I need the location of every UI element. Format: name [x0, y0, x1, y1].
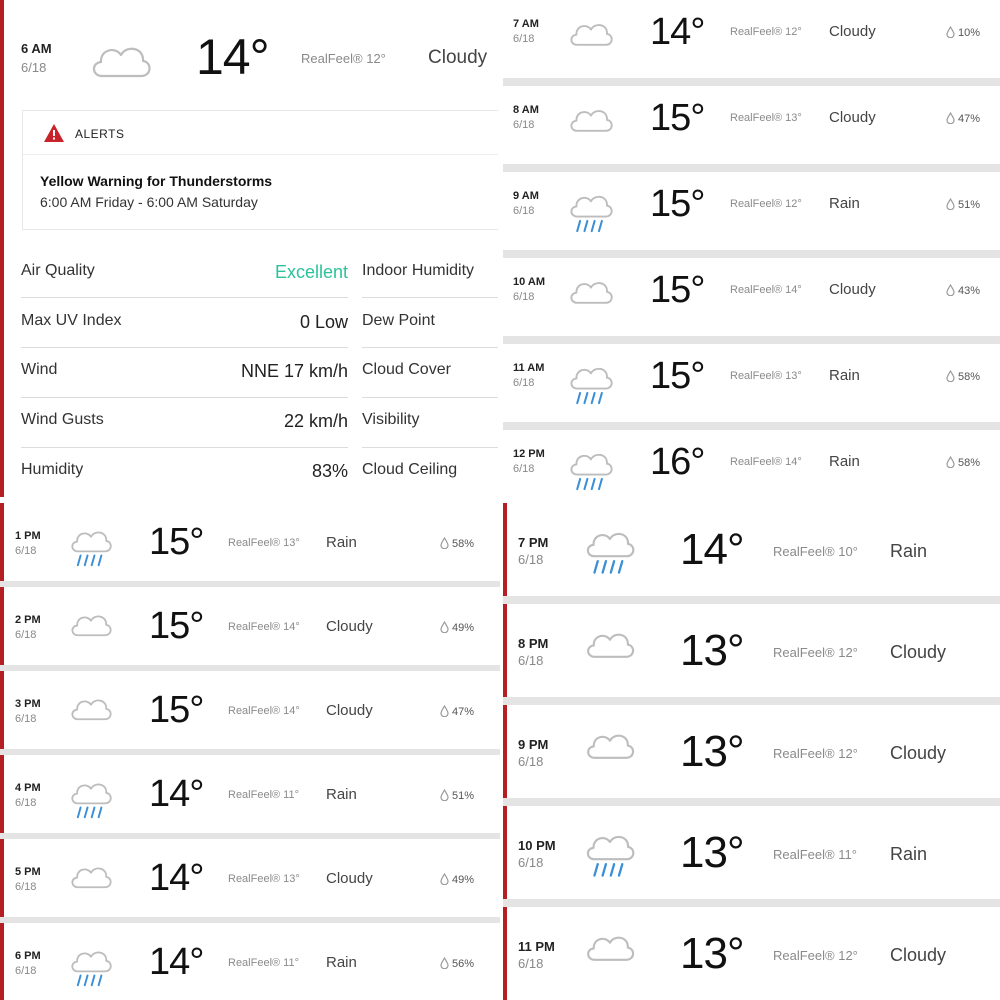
row-accent-bar: [503, 604, 507, 697]
warning-icon: [43, 123, 65, 148]
hour-label: 4 PM: [15, 782, 41, 794]
realfeel: RealFeel® 12°: [773, 948, 858, 963]
precipitation: [440, 957, 474, 972]
hourly-row[interactable]: [0, 923, 500, 1000]
detail-value: 0 Low: [299, 312, 348, 332]
precip-value: 47%: [452, 706, 475, 718]
precipitation: [946, 284, 980, 299]
raindrop-icon: [440, 873, 449, 888]
row-accent-bar: [503, 705, 507, 798]
temperature: 13°: [680, 828, 744, 877]
hour-label: 9 PM: [518, 737, 549, 752]
hour-label: 10 PM: [518, 838, 556, 853]
hour-label: 8 PM: [518, 636, 549, 651]
detail-row-humidity: [21, 448, 348, 497]
precipitation: [440, 789, 474, 804]
hour-label: 1 PM: [15, 530, 41, 542]
precipitation: [440, 705, 474, 720]
realfeel: RealFeel® 14°: [730, 456, 802, 468]
precipitation: [946, 112, 980, 127]
precip-value: 49%: [452, 874, 475, 886]
rain-cloud-icon: [583, 525, 637, 581]
hourly-row[interactable]: [503, 503, 1000, 596]
date-label: 6/18: [518, 653, 544, 668]
date-label: 6/18: [15, 545, 37, 557]
divider: [362, 297, 498, 298]
phrase: Cloudy: [326, 870, 373, 887]
hourly-row[interactable]: [0, 587, 500, 665]
precip-value: 58%: [452, 538, 475, 550]
hourly-row[interactable]: [0, 671, 500, 749]
temperature: 15°: [650, 355, 705, 397]
phrase: Cloudy: [428, 47, 488, 68]
phrase: Cloudy: [829, 23, 876, 40]
temperature: 15°: [149, 689, 204, 731]
realfeel: RealFeel® 14°: [730, 284, 802, 296]
phrase: Cloudy: [326, 702, 373, 719]
row-accent-bar: [0, 923, 4, 1000]
row-separator: [503, 899, 1000, 907]
phrase: Rain: [829, 367, 860, 384]
detail-label-cloud-cover: Cloud Cover: [362, 361, 451, 378]
date-label: 6/18: [513, 33, 535, 45]
precip-value: 49%: [452, 622, 475, 634]
temperature: 14°: [149, 857, 204, 899]
date-label: 6/18: [518, 855, 544, 870]
date-label: 6/18: [513, 291, 535, 303]
detail-row-air-quality: [21, 248, 348, 298]
realfeel: RealFeel® 11°: [228, 789, 300, 801]
precip-value: 58%: [958, 371, 981, 383]
precipitation: [946, 198, 980, 213]
raindrop-icon: [946, 26, 955, 41]
detail-label-indoor-humidity: Indoor Humidity: [362, 262, 475, 279]
rain-cloud-icon: [567, 189, 615, 239]
date-label: 6/18: [21, 60, 47, 75]
date-label: 6/18: [513, 463, 535, 475]
phrase: Cloudy: [326, 618, 373, 635]
hourly-card-expanded[interactable]: [0, 0, 500, 497]
temperature: 14°: [650, 11, 705, 53]
date-label: 6/18: [513, 205, 535, 217]
precip-value: 47%: [958, 113, 981, 125]
cloud-icon: [583, 727, 637, 766]
detail-label-dew-point: Dew Point: [362, 312, 435, 329]
phrase: Cloudy: [890, 642, 947, 662]
raindrop-icon: [440, 705, 449, 720]
detail-label: Max UV Index: [21, 312, 122, 329]
raindrop-icon: [946, 284, 955, 299]
cloud-icon: [88, 38, 154, 85]
hour-label: 5 PM: [15, 866, 41, 878]
temperature: 15°: [149, 521, 204, 563]
precipitation: [946, 370, 980, 385]
phrase: Rain: [326, 954, 357, 971]
raindrop-icon: [440, 621, 449, 636]
row-accent-bar: [0, 587, 4, 665]
hour-label: 12 PM: [513, 448, 545, 460]
hourly-row[interactable]: [0, 503, 500, 581]
raindrop-icon: [440, 537, 449, 552]
hour-label: 10 AM: [513, 276, 545, 288]
hourly-row[interactable]: [0, 755, 500, 833]
detail-value: 83%: [311, 461, 348, 481]
precipitation: [946, 26, 980, 41]
detail-row-uv-index: [21, 298, 348, 348]
realfeel: RealFeel® 11°: [228, 957, 300, 969]
phrase: Rain: [326, 786, 357, 803]
row-accent-bar: [503, 907, 507, 1000]
realfeel: RealFeel® 13°: [730, 370, 802, 382]
cloud-icon: [567, 17, 615, 53]
hourly-row[interactable]: [503, 0, 1000, 78]
hourly-row[interactable]: [503, 344, 1000, 422]
phrase: Rain: [326, 534, 357, 551]
row-accent-bar: [0, 671, 4, 749]
date-label: 6/18: [15, 713, 37, 725]
date-label: 6/18: [518, 956, 544, 971]
divider: [362, 397, 498, 398]
realfeel: RealFeel® 13°: [228, 537, 300, 549]
date-label: 6/18: [513, 119, 535, 131]
hourly-row[interactable]: [503, 172, 1000, 250]
detail-row-wind: [21, 348, 348, 398]
date-label: 6/18: [518, 754, 544, 769]
cloud-icon: [68, 861, 114, 895]
hourly-row[interactable]: [503, 258, 1000, 336]
realfeel: RealFeel® 12°: [773, 746, 858, 761]
temperature: 13°: [680, 626, 744, 675]
precipitation: [440, 537, 474, 552]
realfeel: RealFeel® 12°: [301, 51, 386, 66]
row-accent-bar: [503, 503, 507, 596]
raindrop-icon: [440, 789, 449, 804]
alerts-panel[interactable]: [22, 110, 498, 230]
cloud-icon: [583, 929, 637, 968]
temperature: 13°: [680, 727, 744, 776]
temperature: 16°: [650, 441, 705, 483]
detail-value: NNE 17 km/h: [240, 361, 348, 381]
row-separator: [503, 697, 1000, 705]
date-label: 6/18: [15, 881, 37, 893]
alerts-header: [23, 111, 498, 155]
detail-value: 22 km/h: [283, 411, 348, 431]
cloud-icon: [567, 275, 615, 311]
temperature: 15°: [650, 183, 705, 225]
phrase: Cloudy: [829, 109, 876, 126]
row-separator: [503, 596, 1000, 604]
realfeel: RealFeel® 13°: [730, 112, 802, 124]
hourly-row[interactable]: [0, 839, 500, 917]
detail-label-visibility: Visibility: [362, 411, 420, 428]
raindrop-icon: [946, 370, 955, 385]
temperature: 15°: [650, 269, 705, 311]
hour-label: 3 PM: [15, 698, 41, 710]
cloud-icon: [68, 693, 114, 727]
hour-label: 6 AM: [21, 41, 52, 56]
date-label: 6/18: [15, 965, 37, 977]
precip-value: 58%: [958, 457, 981, 469]
hour-label: 7 AM: [513, 18, 539, 30]
hourly-list-afternoon: [0, 503, 500, 1000]
hourly-list-evening: [503, 503, 1000, 1000]
hourly-row[interactable]: [503, 604, 1000, 697]
row-separator: [503, 336, 1000, 344]
cloud-icon: [583, 626, 637, 665]
precipitation: [946, 456, 980, 471]
raindrop-icon: [946, 198, 955, 213]
phrase: Rain: [890, 541, 928, 561]
temperature: 13°: [680, 929, 744, 978]
raindrop-icon: [946, 456, 955, 471]
rain-cloud-icon: [68, 777, 114, 825]
row-accent-bar: [503, 806, 507, 899]
detail-label: Wind Gusts: [21, 411, 104, 428]
row-separator: [503, 164, 1000, 172]
phrase: Rain: [829, 195, 860, 212]
phrase: Rain: [829, 453, 860, 470]
alert-warning-link[interactable]: Yellow Warning for Thunderstorms: [40, 173, 273, 189]
hour-label: 2 PM: [15, 614, 41, 626]
cloud-icon: [68, 609, 114, 643]
realfeel: RealFeel® 10°: [773, 544, 858, 559]
hour-label: 8 AM: [513, 104, 539, 116]
raindrop-icon: [440, 957, 449, 972]
row-accent-bar: [0, 503, 4, 581]
row-separator: [503, 250, 1000, 258]
realfeel: RealFeel® 11°: [773, 847, 857, 862]
phrase: Cloudy: [829, 281, 876, 298]
realfeel: RealFeel® 12°: [730, 198, 802, 210]
realfeel: RealFeel® 12°: [773, 645, 858, 660]
rain-cloud-icon: [68, 525, 114, 573]
realfeel: RealFeel® 12°: [730, 26, 802, 38]
precip-value: 56%: [452, 958, 475, 970]
row-separator: [503, 422, 1000, 430]
card-accent-bar: [0, 0, 4, 497]
hourly-row[interactable]: [503, 907, 1000, 1000]
hour-label: 11 AM: [513, 362, 545, 374]
temperature: 14°: [149, 773, 204, 815]
detail-row-wind-gusts: [21, 398, 348, 448]
rain-cloud-icon: [68, 945, 114, 993]
alerts-title: ALERTS: [75, 127, 125, 141]
divider: [362, 447, 498, 448]
temperature: 14°: [196, 29, 269, 85]
rain-cloud-icon: [583, 828, 637, 884]
detail-value: Excellent: [274, 262, 348, 282]
detail-label: Wind: [21, 361, 58, 378]
phrase: Rain: [890, 844, 928, 864]
detail-label: Air Quality: [21, 262, 95, 279]
detail-label-cloud-ceiling: Cloud Ceiling: [362, 461, 458, 478]
rain-cloud-icon: [567, 447, 615, 497]
date-label: 6/18: [15, 629, 37, 641]
precip-value: 43%: [958, 285, 981, 297]
divider: [362, 347, 498, 348]
temperature: 14°: [680, 525, 744, 574]
hourly-list-morning: [503, 0, 1000, 497]
realfeel: RealFeel® 13°: [228, 873, 300, 885]
row-accent-bar: [0, 755, 4, 833]
realfeel: RealFeel® 14°: [228, 705, 300, 717]
precipitation: [440, 621, 474, 636]
row-separator: [503, 798, 1000, 806]
hourly-row[interactable]: [503, 86, 1000, 164]
hourly-row[interactable]: [503, 430, 1000, 497]
hour-label: 6 PM: [15, 950, 41, 962]
raindrop-icon: [946, 112, 955, 127]
hourly-row[interactable]: [503, 806, 1000, 899]
precip-value: 51%: [452, 790, 475, 802]
hour-label: 11 PM: [518, 939, 555, 954]
row-accent-bar: [0, 839, 4, 917]
cloud-icon: [567, 103, 615, 139]
hourly-row[interactable]: [503, 705, 1000, 798]
row-separator: [503, 78, 1000, 86]
detail-label: Humidity: [21, 461, 84, 478]
rain-cloud-icon: [567, 361, 615, 411]
precip-value: 10%: [958, 27, 981, 39]
realfeel: RealFeel® 14°: [228, 621, 300, 633]
precip-value: 51%: [958, 199, 981, 211]
hour-label: 7 PM: [518, 535, 549, 550]
date-label: 6/18: [15, 797, 37, 809]
phrase: Cloudy: [890, 743, 947, 763]
phrase: Cloudy: [890, 945, 947, 965]
date-label: 6/18: [518, 552, 544, 567]
alert-warning-time: 6:00 AM Friday - 6:00 AM Saturday: [40, 194, 258, 210]
temperature: 15°: [650, 97, 705, 139]
hour-label: 9 AM: [513, 190, 539, 202]
date-label: 6/18: [513, 377, 535, 389]
precipitation: [440, 873, 474, 888]
temperature: 15°: [149, 605, 204, 647]
temperature: 14°: [149, 941, 204, 983]
